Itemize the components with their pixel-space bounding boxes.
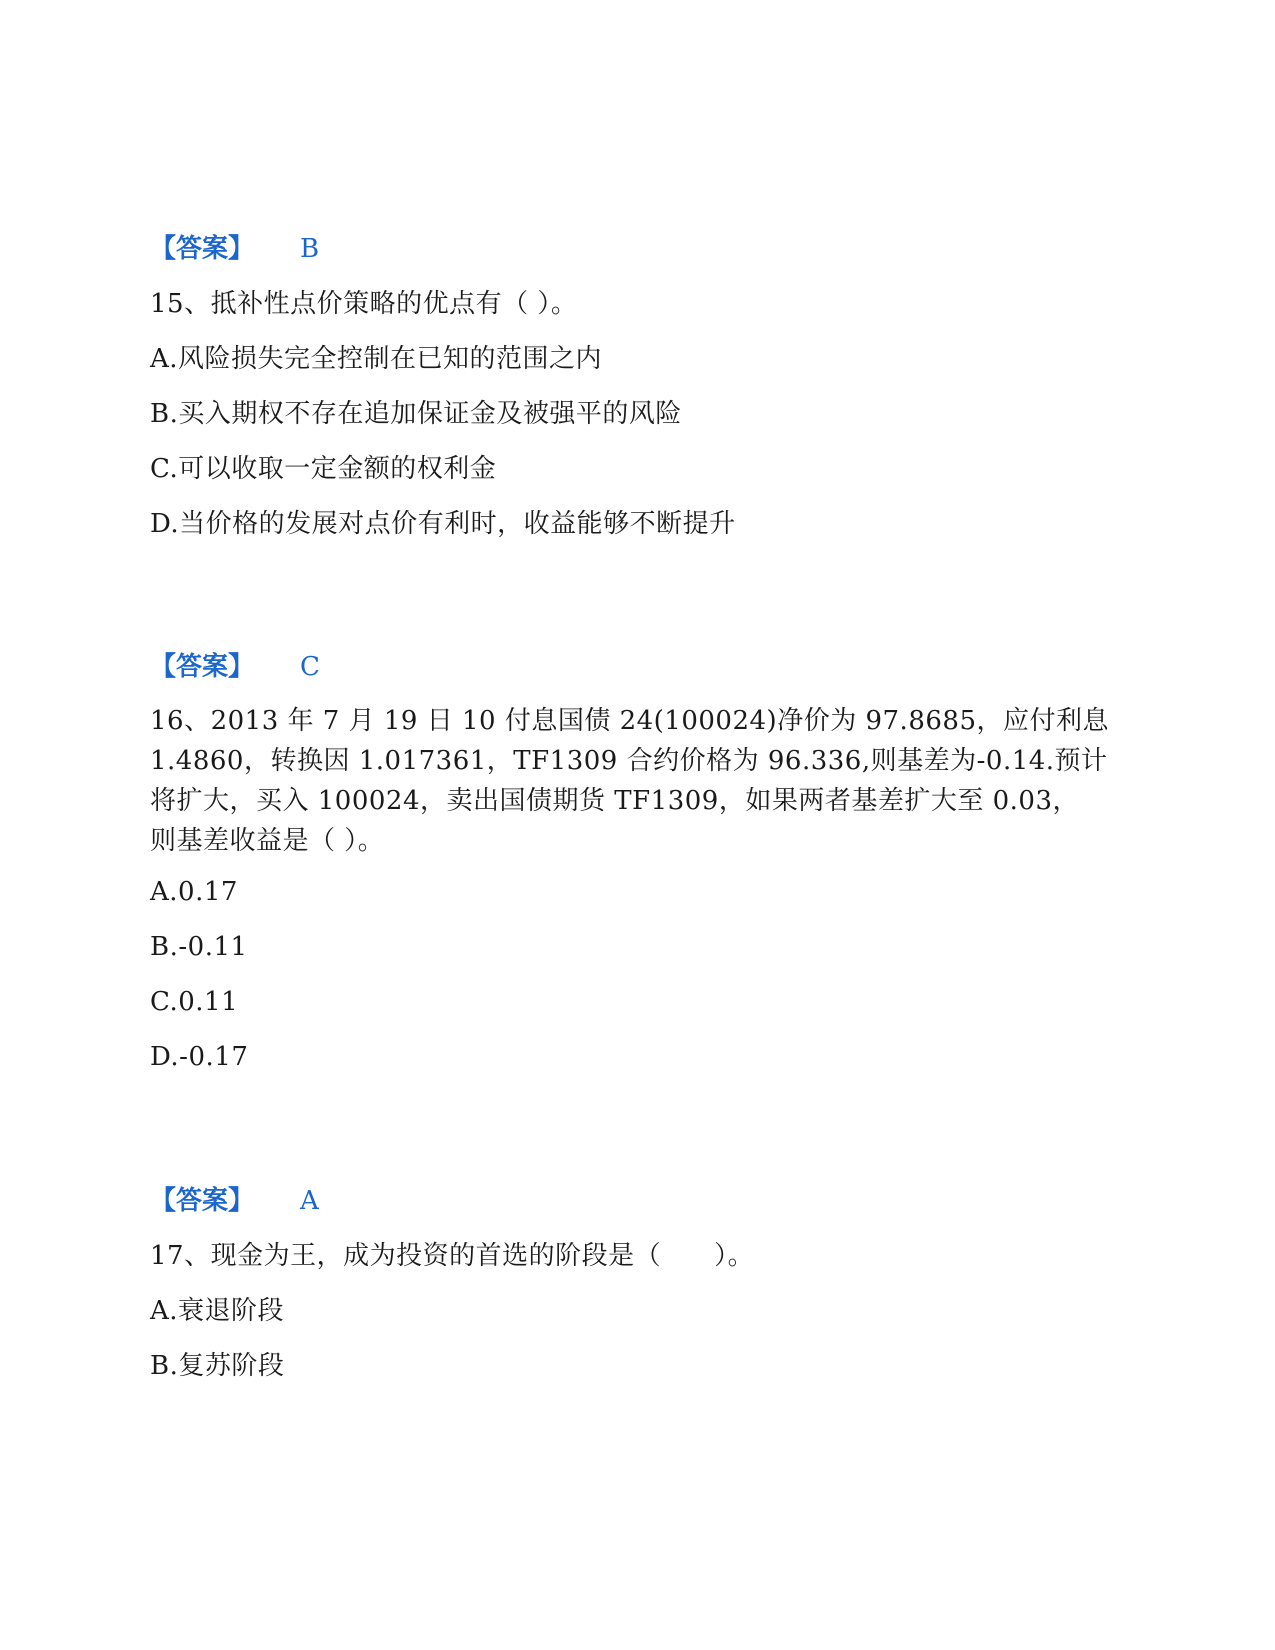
option-d: D.当价格的发展对点价有利时，收益能够不断提升: [150, 509, 736, 539]
answer-row: [150, 651, 320, 683]
answer-label: 【答案】: [150, 652, 255, 682]
question-stem-line: 1.4860，转换因 1.017361，TF1309 合约价格为 96.336,则基差为-0.14.预计: [150, 746, 1108, 776]
option-b: B.-0.11: [150, 932, 248, 962]
option-a: A.衰退阶段: [150, 1296, 285, 1326]
option-c: C.可以收取一定金额的权利金: [150, 454, 497, 484]
option-c: C.0.11: [150, 987, 239, 1017]
answer-row: [150, 1185, 319, 1217]
answer-value: C: [300, 652, 320, 682]
answer-label: 【答案】: [150, 1186, 255, 1216]
option-a: A.风险损失完全控制在已知的范围之内: [150, 344, 603, 374]
answer-row: [150, 233, 320, 265]
question-stem: 15、抵补性点价策略的优点有（ ）。: [150, 289, 578, 319]
option-d: D.-0.17: [150, 1042, 249, 1072]
question-stem-line: 将扩大，买入 100024，卖出国债期货 TF1309，如果两者基差扩大至 0.03，: [150, 786, 1079, 816]
option-a: A.0.17: [150, 877, 238, 907]
answer-label: 【答案】: [150, 234, 255, 264]
answer-value: A: [300, 1186, 319, 1216]
question-stem-line: 则基差收益是（ ）。: [150, 826, 385, 856]
option-b: B.买入期权不存在追加保证金及被强平的风险: [150, 399, 682, 429]
question-stem: 17、现金为王，成为投资的首选的阶段是（ ）。: [150, 1241, 755, 1271]
option-b: B.复苏阶段: [150, 1351, 285, 1381]
answer-value: B: [300, 234, 320, 264]
question-stem-line: 16、2013 年 7 月 19 日 10 付息国债 24(100024)净价为 97.8685，应付利息: [150, 706, 1109, 736]
